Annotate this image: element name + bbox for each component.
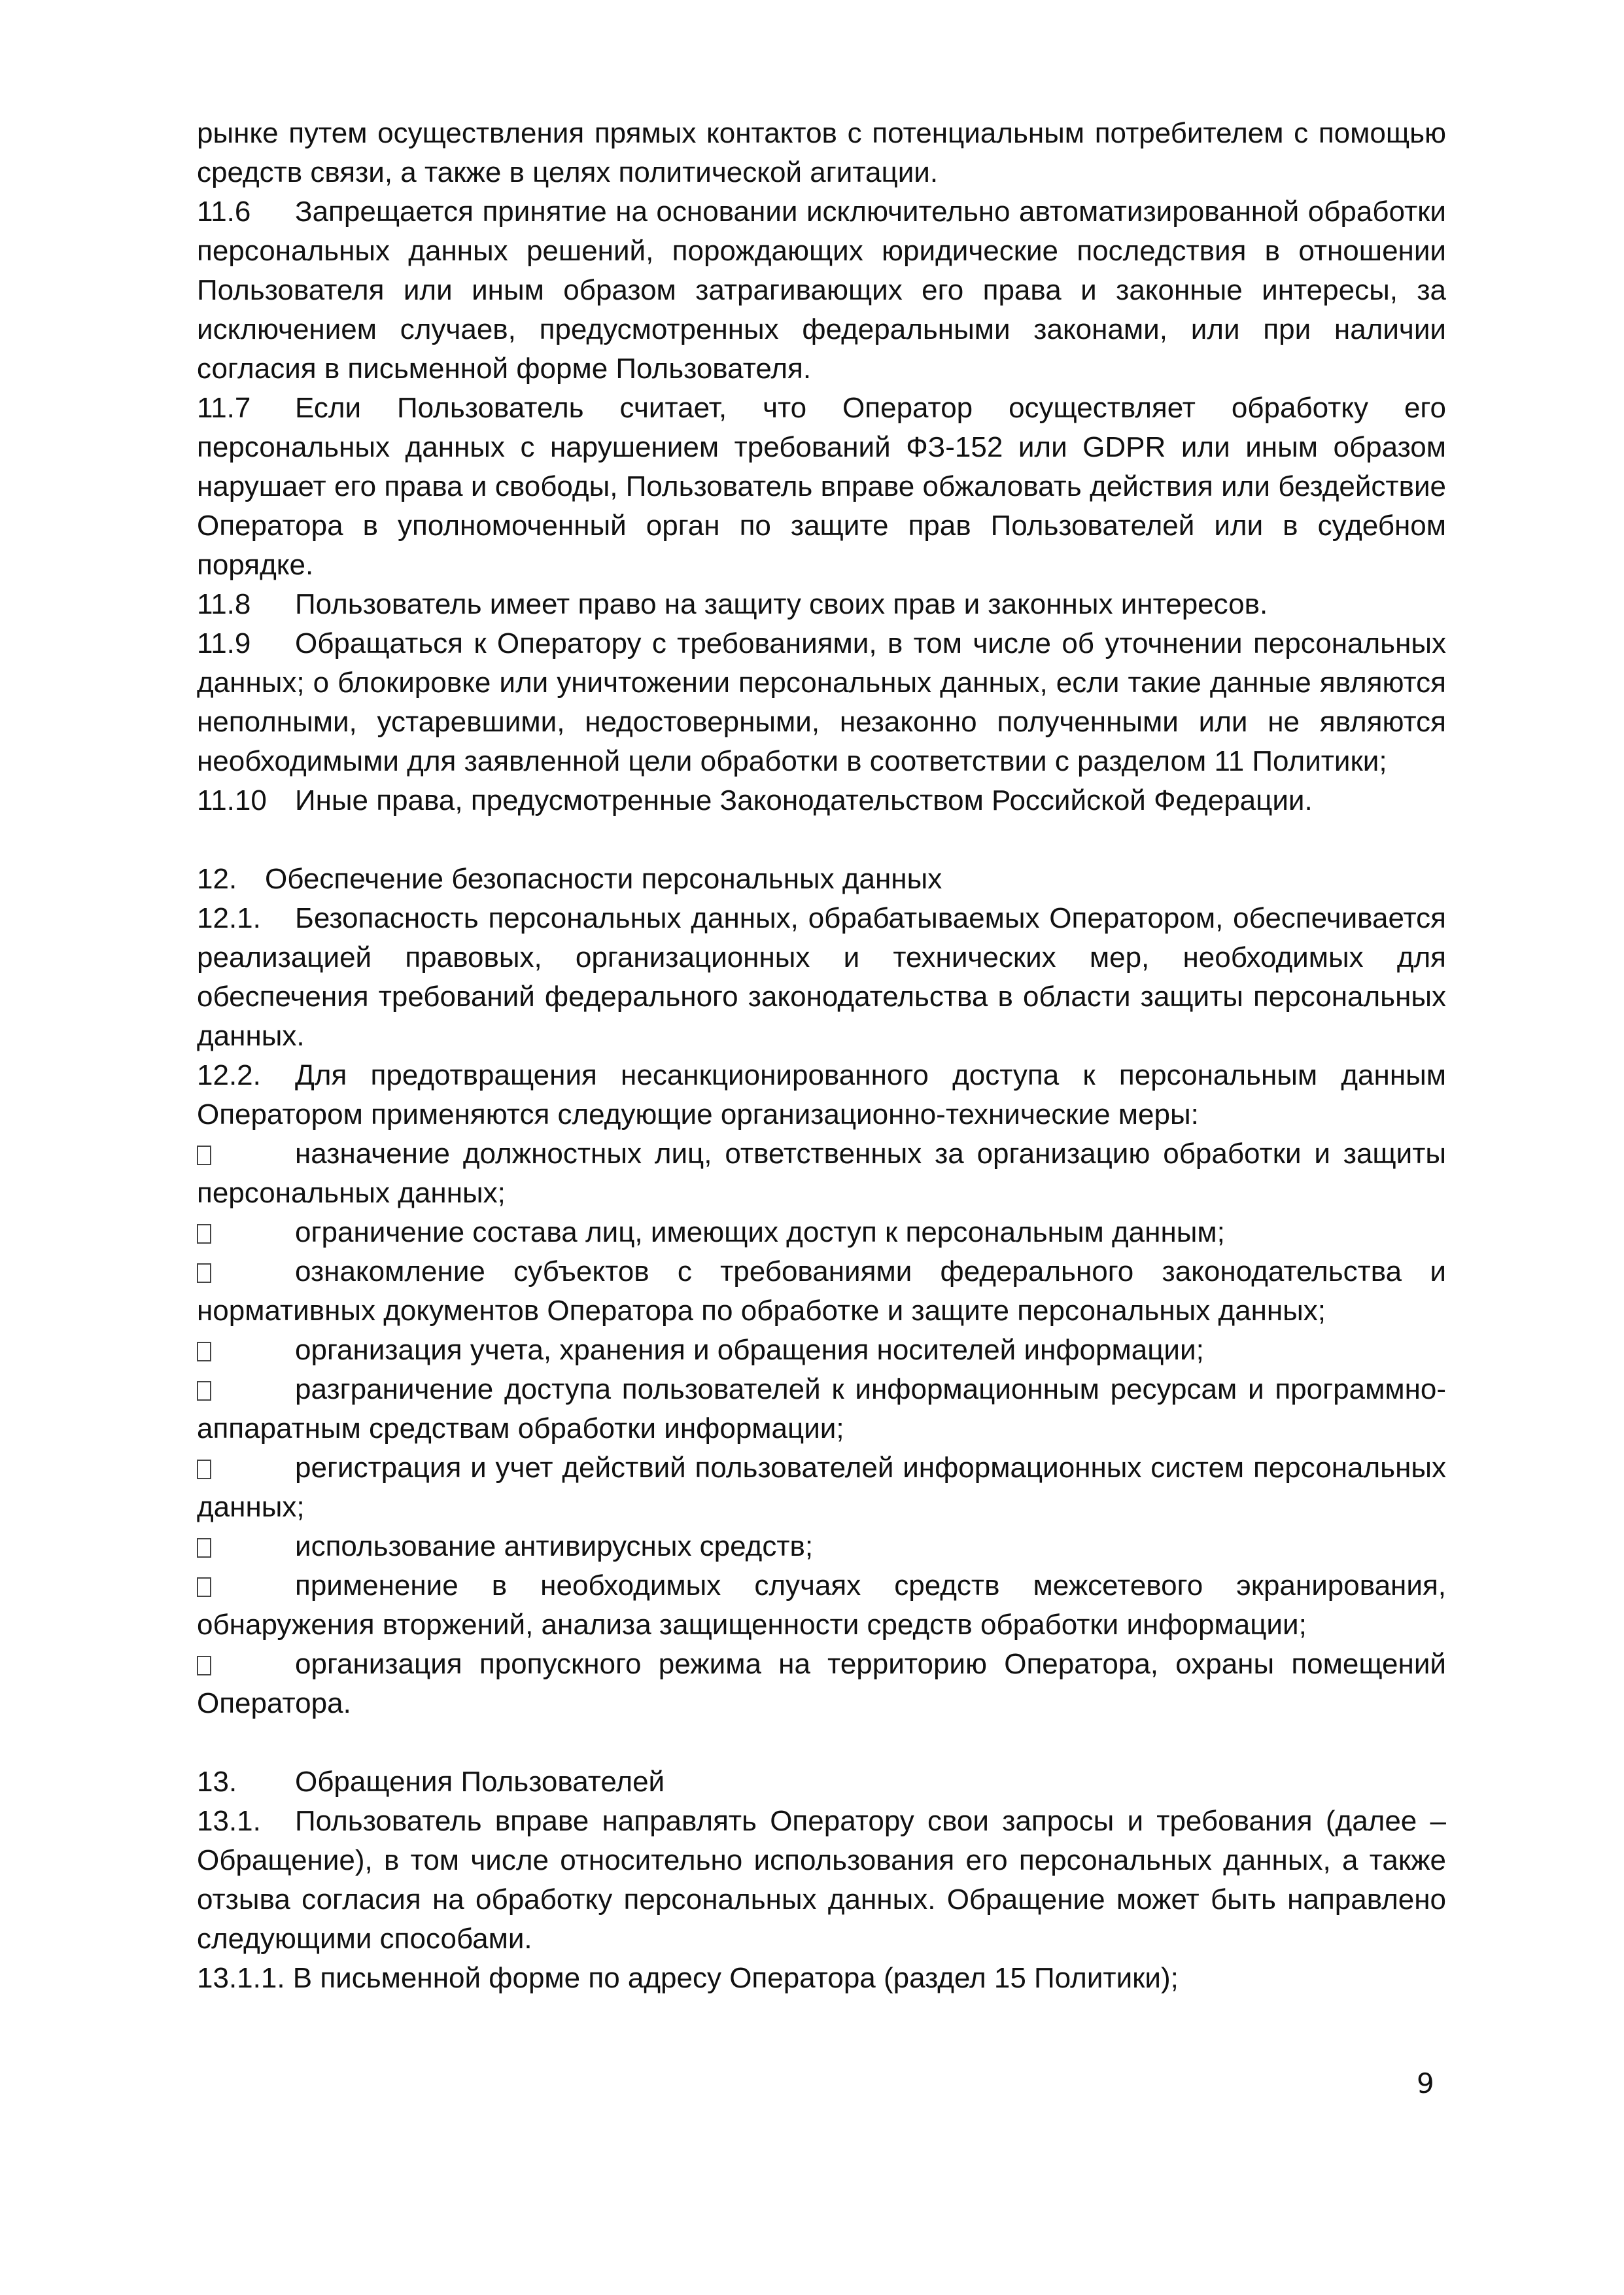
paragraph-text: Пользователь вправе направлять Оператору свои запросы и требования (далее – Обращение), в том числе относительно использования его персональных данных, а также отзыва согласия на обработку персональных данных. Обращение может быть направлено следующими способами. (197, 1805, 1446, 1955)
square-bullet-icon (197, 1224, 211, 1244)
paragraph-number: 11.8 (197, 588, 251, 620)
bullet-item (197, 1134, 1446, 1213)
bullet-marker (197, 1448, 295, 1488)
paragraph-12-1 (197, 899, 1446, 1056)
bullet-marker (197, 1134, 295, 1174)
bullet-item (197, 1645, 1446, 1723)
square-bullet-icon (197, 1263, 211, 1283)
bullet-marker (197, 1645, 295, 1684)
spacer (197, 1723, 1446, 1762)
paragraph-11-10 (197, 781, 1446, 820)
paragraph-11-5-continuation (197, 114, 1446, 192)
paragraph-text: Для предотвращения несанкционированного доступа к персональным данным Оператором применяются следующие организационно-технические меры: (197, 1059, 1446, 1130)
paragraph-number: 11.9 (197, 627, 251, 659)
bullet-text: разграничение доступа пользователей к информационным ресурсам и программно-аппаратным средствам обработки информации; (197, 1373, 1446, 1445)
paragraph-number: 11.6 (197, 196, 251, 228)
section-13-heading (197, 1762, 1446, 1802)
page-number: 9 (1417, 2067, 1434, 2099)
square-bullet-icon (197, 1656, 211, 1675)
section-12-heading (197, 860, 1446, 899)
paragraph-text: рынке путем осуществления прямых контактов с потенциальным потребителем с помощью средств связи, а также в целях политической агитации. (197, 117, 1446, 188)
bullet-item (197, 1448, 1446, 1527)
bullet-text: организация учета, хранения и обращения носителей информации; (295, 1334, 1204, 1366)
bullet-text: ограничение состава лиц, имеющих доступ к персональным данным; (295, 1216, 1225, 1248)
paragraph-11-6 (197, 192, 1446, 389)
bullet-marker (197, 1213, 295, 1252)
section-number: 12. (197, 863, 237, 895)
bullet-marker (197, 1370, 295, 1409)
paragraph-text: Обращаться к Оператору с требованиями, в том числе об уточнении персональных данных; о блокировке или уничтожении персональных данных, если такие данные являются неполными, устаревшими, недостоверными, незаконно полученными или не являются необходимыми для заявленной цели обработки в соответствии с разделом 11 Политики; (197, 627, 1446, 777)
bullet-text: ознакомление субъектов с требованиями федерального законодательства и нормативных документов Оператора по обработке и защите персональных данных; (197, 1255, 1446, 1327)
bullet-marker (197, 1527, 295, 1566)
paragraph-number: 12.2. (197, 1059, 261, 1091)
square-bullet-icon (197, 1342, 211, 1361)
square-bullet-icon (197, 1538, 211, 1558)
square-bullet-icon (197, 1577, 211, 1597)
section-title: Обращения Пользователей (295, 1766, 665, 1798)
paragraph-text: Иные права, предусмотренные Законодательством Российской Федерации. (295, 784, 1313, 816)
bullet-marker (197, 1566, 295, 1605)
bullet-marker (197, 1252, 295, 1291)
section-title: Обеспечение безопасности персональных данных (265, 863, 942, 895)
paragraph-text: Пользователь имеет право на защиту своих прав и законных интересов. (295, 588, 1268, 620)
bullet-marker (197, 1331, 295, 1370)
bullet-text: назначение должностных лиц, ответственных за организацию обработки и защиты персональных данных; (197, 1138, 1446, 1209)
paragraph-11-7 (197, 389, 1446, 585)
paragraph-text: Безопасность персональных данных, обрабатываемых Оператором, обеспечивается реализацией правовых, организационных и технических мер, необходимых для обеспечения требований федерального законодательства в области защиты персональных данных. (197, 902, 1446, 1052)
paragraph-13-1 (197, 1802, 1446, 1959)
square-bullet-icon (197, 1460, 211, 1479)
spacer (197, 820, 1446, 860)
paragraph-11-8 (197, 585, 1446, 624)
bullet-text: использование антивирусных средств; (295, 1530, 814, 1562)
bullet-text: регистрация и учет действий пользователей информационных систем персональных данных; (197, 1452, 1446, 1523)
paragraph-number: 12.1. (197, 902, 261, 934)
bullet-item (197, 1566, 1446, 1645)
section-number: 13. (197, 1766, 237, 1798)
paragraph-text: 13.1.1. В письменной форме по адресу Оператора (раздел 15 Политики); (197, 1962, 1179, 1994)
paragraph-text: Запрещается принятие на основании исключительно автоматизированной обработки персональных данных решений, порождающих юридические последствия в отношении Пользователя или иным образом затрагивающих его права и законные интересы, за исключением случаев, предусмотренных федеральными законами, или при наличии согласия в письменной форме Пользователя. (197, 196, 1446, 385)
paragraph-12-2 (197, 1056, 1446, 1134)
bullet-item (197, 1331, 1446, 1370)
paragraph-number: 11.10 (197, 784, 267, 816)
paragraph-text: Если Пользователь считает, что Оператор осуществляет обработку его персональных данных с нарушением требований ФЗ-152 или GDPR или иным образом нарушает его права и свободы, Пользователь вправе обжаловать действия или бездействие Оператора в уполномоченный орган по защите прав Пользователей или в судебном порядке. (197, 392, 1446, 581)
bullet-item (197, 1213, 1446, 1252)
bullet-item (197, 1527, 1446, 1566)
square-bullet-icon (197, 1381, 211, 1401)
paragraph-11-9 (197, 624, 1446, 781)
document-page (197, 114, 1446, 1998)
bullet-text: организация пропускного режима на территорию Оператора, охраны помещений Оператора. (197, 1648, 1446, 1719)
square-bullet-icon (197, 1146, 211, 1165)
bullet-item (197, 1252, 1446, 1331)
bullet-text: применение в необходимых случаях средств межсетевого экранирования, обнаружения вторжений, анализа защищенности средств обработки информации; (197, 1569, 1446, 1641)
paragraph-number: 11.7 (197, 392, 251, 424)
paragraph-number: 13.1. (197, 1805, 261, 1837)
paragraph-13-1-1 (197, 1959, 1446, 1998)
bullet-item (197, 1370, 1446, 1448)
